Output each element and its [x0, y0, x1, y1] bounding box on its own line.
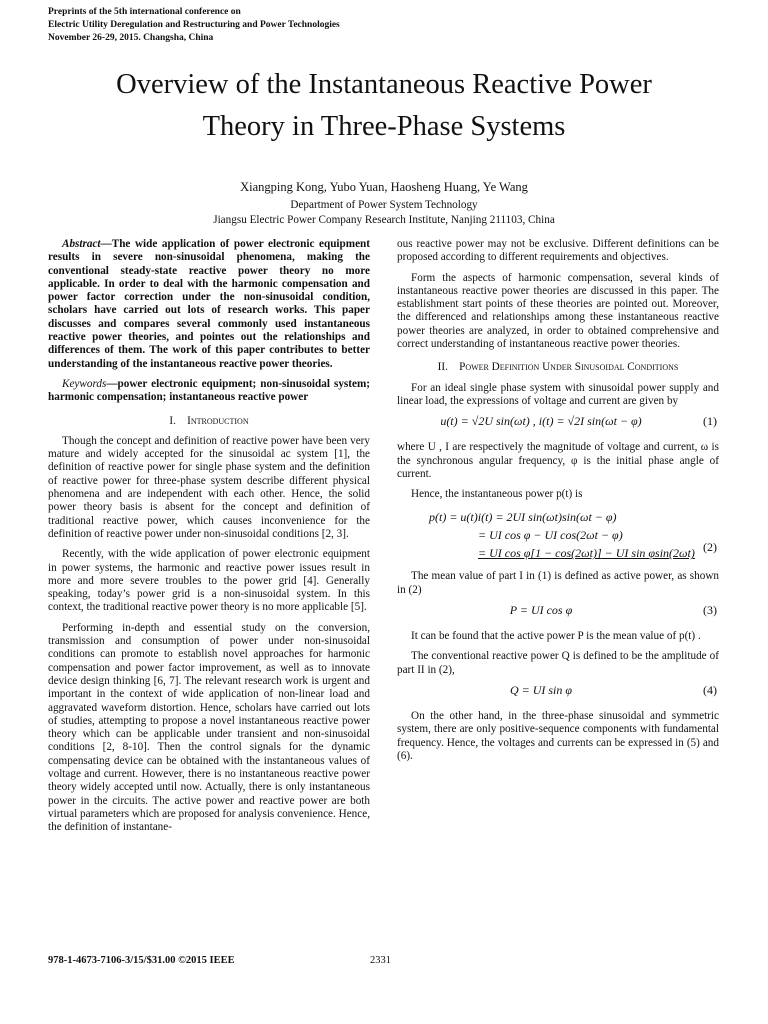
right-paragraph-8: The conventional reactive power Q is defined to be the amplitude of part II in (2),	[397, 650, 719, 676]
preprint-line-1: Preprints of the 5th international conference on	[48, 7, 241, 17]
equation-3-body: P = UI cos φ	[509, 603, 573, 618]
footer-isbn: 978-1-4673-7106-3/15/$31.00 ©2015 IEEE	[48, 955, 235, 966]
right-paragraph-6: The mean value of part I in (1) is defined as active power, as shown in (2)	[397, 570, 719, 596]
title-line-1: Overview of the Instantaneous Reactive Power	[116, 69, 652, 100]
equation-1-body: u(t) = √2U sin(ωt) , i(t) = √2I sin(ωt − φ)	[440, 414, 642, 429]
abstract-label: Abstract	[62, 238, 101, 250]
intro-paragraph-2: Recently, with the wide application of power electronic equipment in power systems, the harmonic and reactive power issues result in more and more severe troubles to the power grid [4]. Generally speaking, today’s power grid is a non-sinusoidal system. In this context, the traditional reactive power theory is no more applicable [5].	[48, 548, 370, 614]
title-line-2: Theory in Three-Phase Systems	[202, 111, 566, 142]
equation-4-body: Q = UI sin φ	[509, 682, 573, 697]
right-paragraph-1: ous reactive power may not be exclusive. Different definitions can be proposed according to different requirements and objectives.	[397, 238, 719, 264]
equation-2	[397, 508, 719, 562]
equation-4-number: (4)	[703, 682, 717, 697]
keywords	[48, 378, 370, 405]
author-list: Xiangping Kong, Yubo Yuan, Haosheng Huang, Ye Wang	[240, 180, 528, 194]
equation-2-part-i: = UI cos φ[1 − cos(2ωt)]	[478, 546, 602, 561]
preprint-line-3: November 26-29, 2015. Changsha, China	[48, 33, 214, 43]
right-paragraph-2: Form the aspects of harmonic compensation, several kinds of instantaneous reactive power theories are discussed in this paper. The establishment start points of these theories are pointed out. Moreover, the differenced and relationships among these instantaneous reactive power theories are analyzed, in order to obtained comprehensive and correct understanding of instantaneous reactive power theories.	[397, 271, 719, 351]
equation-2-line-1: p(t) = u(t)i(t) = 2UI sin(ωt)sin(ωt − φ)	[429, 510, 617, 525]
right-paragraph-3: For an ideal single phase system with sinusoidal power supply and linear load, the expressions of voltage and current are given by	[397, 381, 719, 407]
equation-1-number: (1)	[703, 414, 717, 429]
preprint-line-2: Electric Utility Deregulation and Restructuring and Power Technologies	[48, 20, 340, 30]
keywords-label: Keywords	[62, 377, 107, 390]
right-paragraph-7: It can be found that the active power P is the mean value of p(t) .	[411, 630, 701, 643]
affiliation	[0, 198, 768, 228]
right-paragraph-9: On the other hand, in the three-phase sinusoidal and symmetric system, there are only positive-sequence components with fundamental frequency. Hence, the voltages and currents can be expressed in (5) and (6).	[397, 709, 719, 762]
section-heading-introduction: I. Introduction	[169, 414, 249, 427]
left-column	[48, 238, 370, 841]
right-paragraph-5: Hence, the instantaneous power p(t) is	[411, 488, 583, 501]
affiliation-department: Department of Power System Technology	[290, 199, 478, 211]
right-column	[397, 238, 719, 770]
equation-1	[397, 415, 719, 433]
preprint-header	[48, 6, 340, 45]
paper-title	[40, 64, 728, 148]
affiliation-institute: Jiangsu Electric Power Company Research Institute, Nanjing 211103, China	[213, 214, 555, 226]
equation-2-part-ii: − UI sin φsin(2ωt)	[601, 546, 695, 561]
footer-page-number: 2331	[370, 955, 391, 966]
abstract-text: —The wide application of power electronic equipment results in severe non-sinusoidal phenomena, making the conventional steady-state reactive power theory no more applicable. In order to deal with the harmonic compensation and power factor correction under the non-sinusoidal condition, scholars have carried out lots of research works. This paper discusses and compares several commonly used instantaneous reactive power theories, and pointes out the relationships and differences of them. The work of this paper contributes to better understanding of the instantaneous reactive power theories.	[48, 238, 370, 370]
equation-2-line-2: = UI cos φ − UI cos(2ωt − φ)	[478, 528, 623, 543]
right-paragraph-4: where U , I are respectively the magnitude of voltage and current, ω is the synchronous angular frequency, φ is the initial phase angle of current.	[397, 441, 719, 480]
intro-paragraph-1: Though the concept and definition of reactive power have been very mature and widely accepted for the sinusoidal ac system [1], the definition of reactive power for single phase system and the definition of reactive power for three-phase system describe different physical phenomena and are independent with each other. Hence, the solid power theory basis is absent for the concept and definition of traditional reactive power, which causes inconvenience for the definition of reactive power under non-sinusoidal conditions [2, 3].	[48, 434, 370, 540]
equation-3-number: (3)	[703, 603, 717, 618]
equation-4	[397, 684, 719, 702]
intro-paragraph-3: Performing in-depth and essential study on the conversion, transmission and consumption of power under non-sinusoidal conditions can promote to establish novel approaches for harmonic compensation and power factor improvement, as well as to innovate device design thinking [6, 7]. The relevant research work is urgent and important in the context of wide application of non-linear load and aggravated waveform distortion. Hence, scholars have carried out lots of studies, attempting to propose a novel instantaneous reactive power theory which can be applicable under transient and non-sinusoidal conditions [2, 8-10]. Then the control signals for the dynamic compensating device can be obtained with the instantaneous values of voltage and current. However, there is no instantaneous reactive power theory widely accepted until now. Actually, there is only instantaneous power in the circuits. The active power and reactive power are both virtual parameters which are proposed for analysis convenience. Hence, the definition of instantane-	[48, 621, 370, 834]
abstract	[48, 238, 370, 371]
section-heading-power-definition: II. Power Definition Under Sinusoidal Conditions	[437, 361, 679, 374]
keywords-text: —power electronic equipment; non-sinusoidal system; harmonic compensation; instantaneous reactive power	[48, 377, 370, 404]
equation-3	[397, 604, 719, 622]
equation-2-number: (2)	[703, 540, 717, 555]
equation-2-line-3	[397, 544, 719, 562]
